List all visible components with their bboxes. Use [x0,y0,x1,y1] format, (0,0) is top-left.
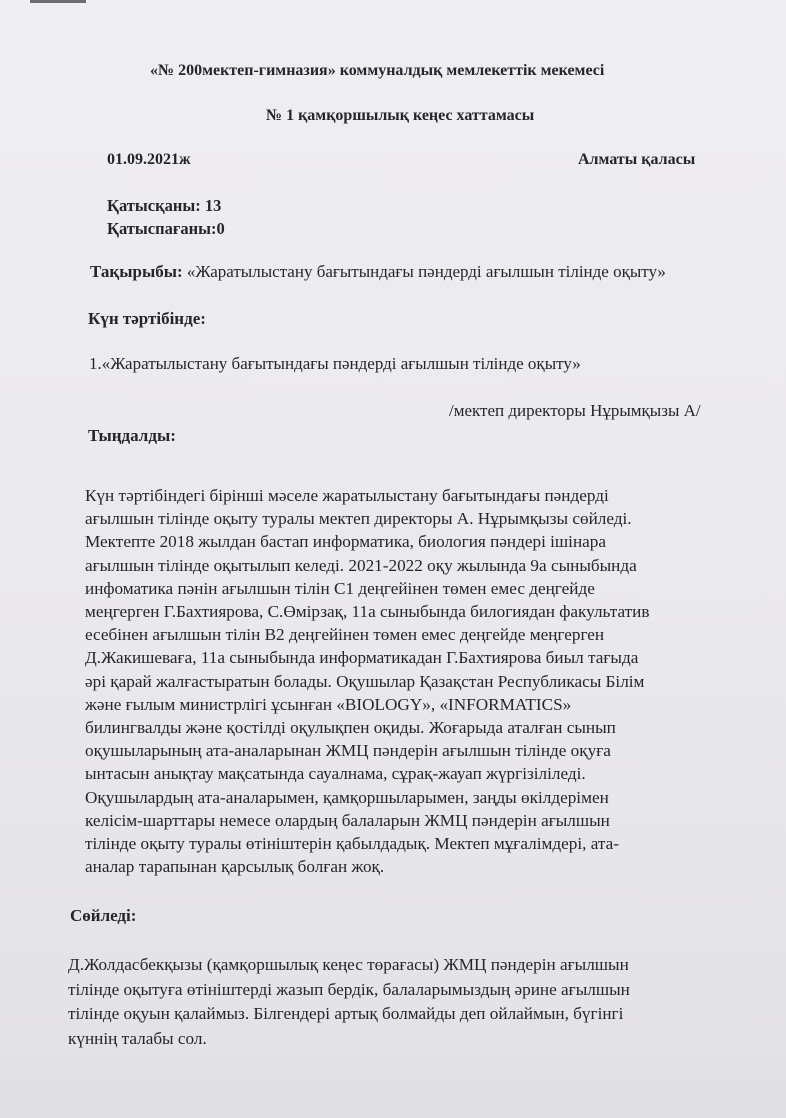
paragraph-line: аналар тарапынан қарсылық болған жоқ. [85,857,385,877]
paragraph-line: ынтасын анықтау мақсатында сауалнама, сұрақ-жауап жүргізіліледі. [85,764,586,784]
agenda-speaker: /мектеп директоры Нұрымқызы А/ [449,401,701,420]
paragraph-line: ағылшын тілінде оқыту туралы мектеп директоры А. Нұрымқызы сөйледі. [85,509,632,529]
paragraph-line: әрі қарай жалғастыратын болады. Оқушылар Қазақстан Республикасы Білім [85,671,645,691]
page-shadow [0,1048,786,1118]
paragraph-line: тілінде оқыту туралы өтініштерін қабылдадық. Мектеп мұғалімдері, ата- [85,834,619,854]
paragraph-line: тілінде оқуын қалаймыз. Білгендері артық болмайды деп ойлаймын, бүгінгі [68,1004,624,1023]
paragraph-line: тілінде оқытуға өтініштерді жазып бердік, балаларымыздың әрине ағылшын [68,979,630,999]
paragraph-line: билингвалды және қостілді оқулықпен оқиды. Жоғарыда аталған сынып [85,718,616,738]
paragraph-line: меңгерген Г.Бахтиярова, С.Өмірзақ, 11а сыныбында билогиядан факультатив [85,602,650,622]
protocol-date: 01.09.2021ж [107,151,191,168]
spoke-heading: Сөйледі: [70,906,137,925]
attendance-absent: Қатыспағаны:0 [107,219,225,238]
topic-line [90,262,666,282]
attendance-present: Қатысқаны: 13 [107,196,222,215]
heard-heading: Тыңдалды: [88,426,176,445]
paragraph-line: Д.Жакишеваға, 11а сыныбында информатикадан Г.Бахтиярова биыл тағыда [85,648,639,668]
organization-title: «№ 200мектеп-гимназия» коммуналдық мемлекеттік мекемесі [150,62,605,79]
paragraph-line: Мектепте 2018 жылдан бастап информатика, биология пәндері ішінара [85,532,606,552]
protocol-title: № 1 қамқоршылық кеңес хаттамасы [266,107,535,124]
paragraph-line: Оқушылардың ата-аналарымен, қамқоршыларымен, заңды өкілдерімен [85,787,609,807]
paragraph-line: есебінен ағылшын тілін В2 деңгейінен төмен емес деңгейде меңгерген [85,625,605,645]
spoke-paragraph [68,953,630,1051]
topic-text: «Жаратылыстану бағытындағы пәндерді ағылшын тілінде оқыту» [186,262,666,281]
paragraph-line: келісім-шарттары немесе олардың балаларын ЖМЦ пәндерін ағылшын [85,810,610,830]
paragraph-line: инфоматика пәнін ағылшын тілін С1 деңгейінен төмен емес деңгейде [85,578,595,598]
scan-edge-mark [30,0,86,3]
paragraph-line: ағылшын тілінде оқытылып келеді. 2021-2022 оқу жылында 9а сыныбында [85,555,637,575]
paragraph-line: Д.Жолдасбекқызы (қамқоршылық кеңес төрағасы) ЖМЦ пәндерін ағылшын [68,955,629,974]
paragraph-line: және ғылым министрлігі ұсынған «BIOLOGY», «INFORMATICS» [85,694,572,714]
paragraph-line: оқушыларының ата-аналарынан ЖМЦ пәндерін ағылшын тілінде оқуға [85,741,611,761]
protocol-city: Алматы қаласы [578,151,696,168]
heard-paragraph [85,484,649,878]
agenda-heading: Күн тәртібінде: [88,309,206,328]
agenda-item-1: 1.«Жаратылыстану бағытындағы пәндерді ағылшын тілінде оқыту» [89,354,581,373]
topic-label: Тақырыбы: [90,262,183,281]
paragraph-line: Күн тәртібіндегі бірінші мәселе жаратылыстану бағытындағы пәндерді [85,486,609,505]
paragraph-line: күннің талабы сол. [68,1028,207,1048]
